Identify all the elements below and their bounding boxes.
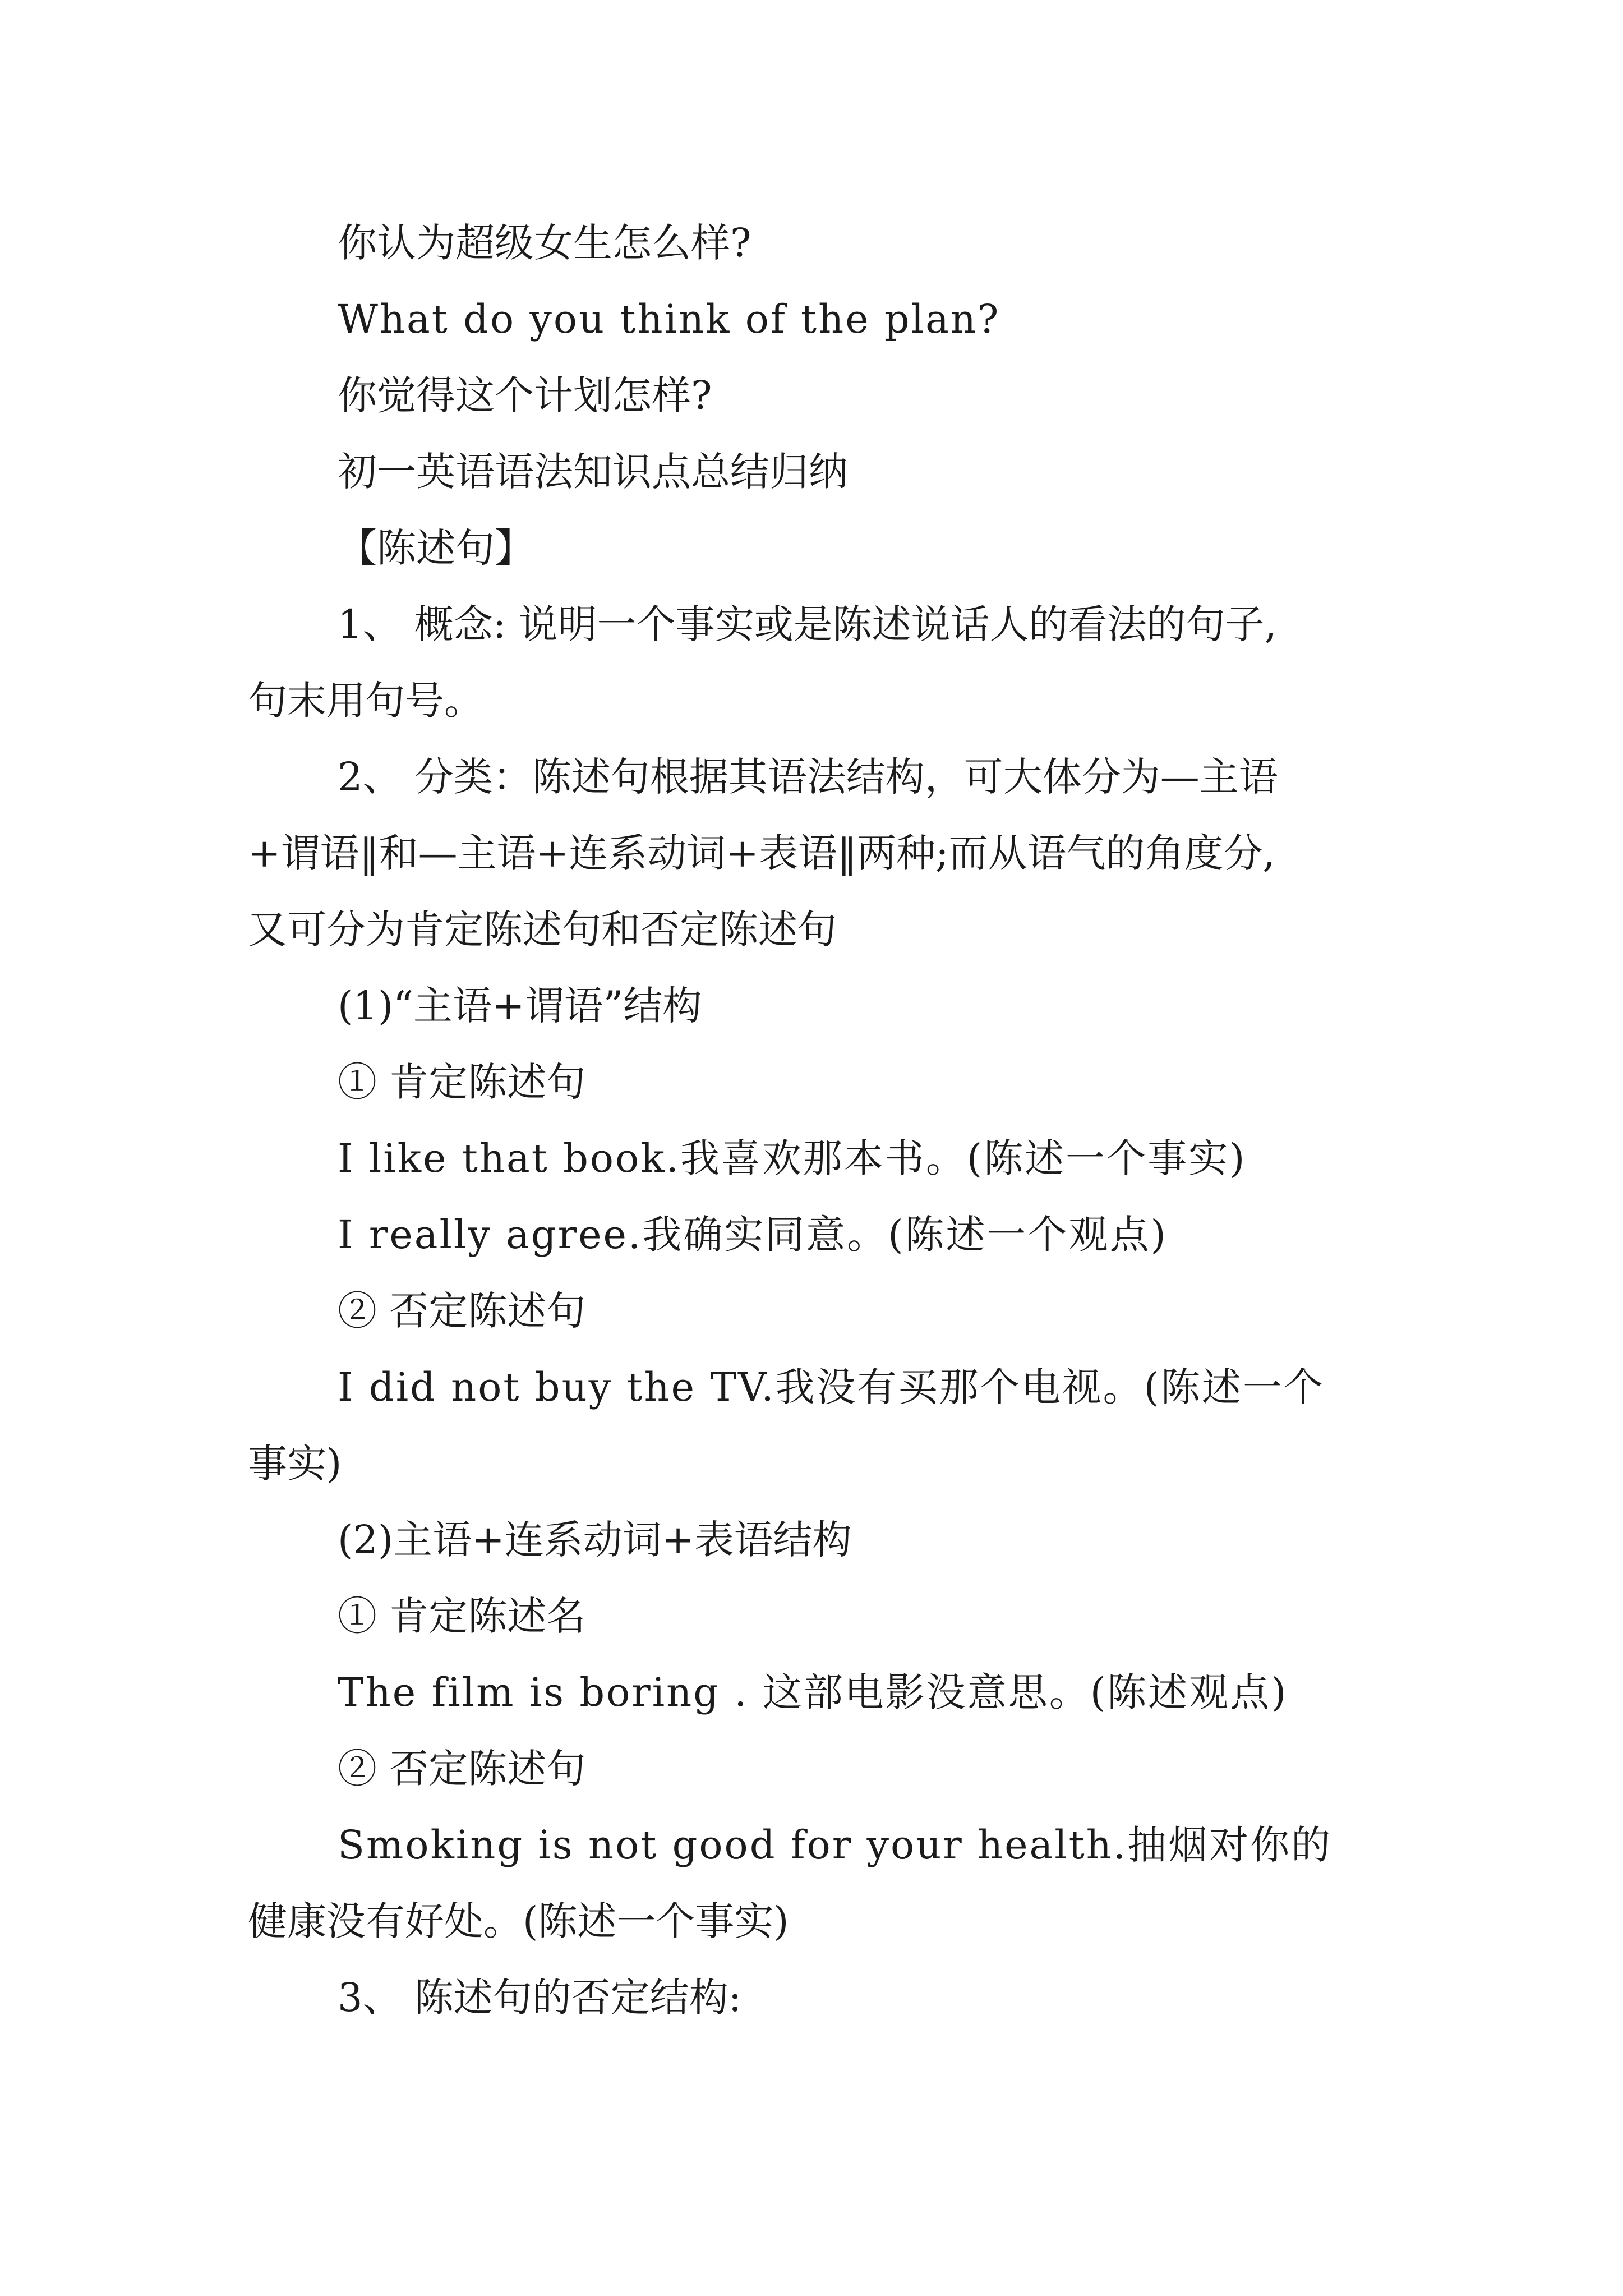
point-2-classification-line-2: +谓语‖和—主语+连系动词+表语‖两种;而从语气的角度分, <box>248 830 1275 876</box>
point-1-concept-line-1: 1、 概念: 说明一个事实或是陈述说话人的看法的句子, <box>338 601 1277 647</box>
document-body <box>248 205 1384 2036</box>
example-really-agree: I really agree.我确实同意。(陈述一个观点) <box>338 1212 1168 1258</box>
section-heading-declarative: 【陈述句】 <box>338 525 534 571</box>
affirmative-label-1: ① 肯定陈述句 <box>338 1059 586 1105</box>
question-text-2: 你觉得这个计划怎样? <box>338 372 712 418</box>
example-smoking-line-1: Smoking is not good for your health.抽烟对你的 <box>338 1822 1332 1868</box>
example-not-buy-tv-line-1: I did not buy the TV.我没有买那个电视。(陈述一个 <box>338 1364 1325 1410</box>
affirmative-label-2: ① 肯定陈述名 <box>338 1593 586 1639</box>
example-like-book: I like that book.我喜欢那本书。(陈述一个事实) <box>338 1135 1247 1181</box>
negative-label-1: ② 否定陈述句 <box>338 1288 586 1334</box>
subheading-linking-verb: (2)主语+连系动词+表语结构 <box>338 1517 852 1563</box>
point-2-classification-line-3: 又可分为肯定陈述句和否定陈述句 <box>248 907 837 953</box>
point-3-negative-structure: 3、 陈述句的否定结构: <box>338 1975 742 2021</box>
example-not-buy-tv-line-2: 事实) <box>248 1441 342 1487</box>
point-1-concept-line-2: 句末用句号。 <box>248 678 483 724</box>
point-2-classification-line-1: 2、 分类：陈述句根据其语法结构，可大体分为—主语 <box>338 754 1278 800</box>
negative-label-2: ② 否定陈述句 <box>338 1746 586 1792</box>
example-smoking-line-2: 健康没有好处。(陈述一个事实) <box>248 1898 789 1944</box>
example-film-boring: The film is boring . 这部电影没意思。(陈述观点) <box>338 1669 1288 1715</box>
subheading-subject-predicate: (1)“主语+谓语”结构 <box>338 983 702 1029</box>
question-text-1: 你认为超级女生怎么样? <box>338 220 751 266</box>
section-title: 初一英语语法知识点总结归纳 <box>338 449 848 495</box>
english-example-plan: What do you think of the plan? <box>338 296 1000 342</box>
